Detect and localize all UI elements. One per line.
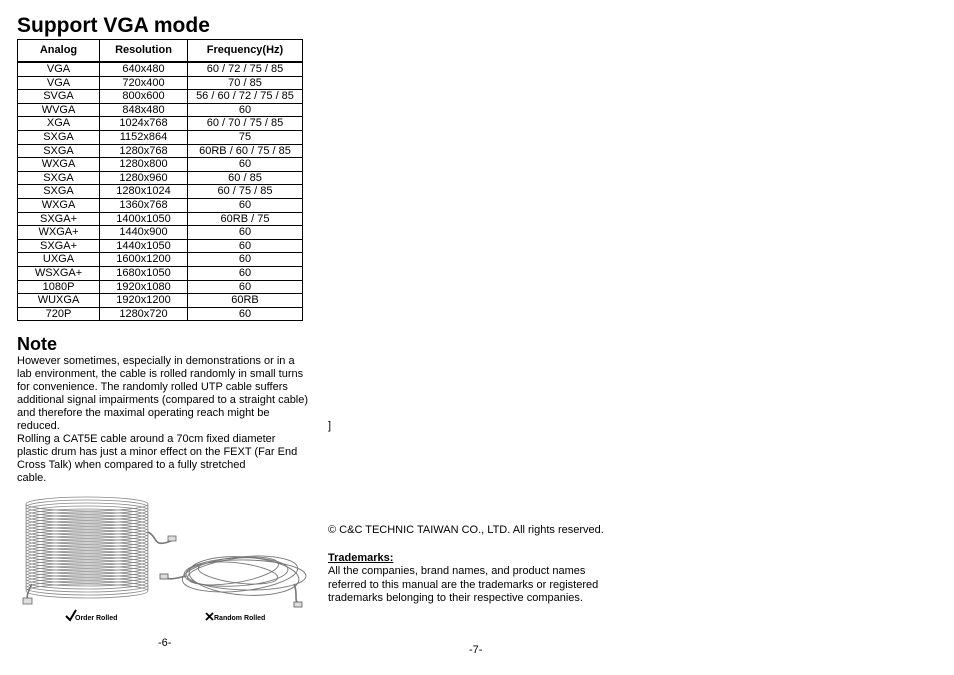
cell-frequency: 60RB — [188, 294, 303, 308]
table-header-row — [18, 40, 303, 63]
table-row — [18, 198, 303, 212]
cell-frequency: 60 / 75 / 85 — [188, 185, 303, 199]
cell-frequency: 60 — [188, 226, 303, 240]
cell-frequency: 56 / 60 / 72 / 75 / 85 — [188, 90, 303, 104]
cable-rolling-figure — [18, 492, 308, 627]
note-line: However sometimes, especially in demonstrations or in a — [17, 355, 295, 367]
cell-frequency: 60 / 85 — [188, 171, 303, 185]
cell-analog: SXGA — [18, 144, 100, 158]
note-body — [17, 355, 327, 485]
table-row — [18, 90, 303, 104]
cell-analog: UXGA — [18, 253, 100, 267]
stray-bracket: ] — [328, 420, 332, 432]
cell-resolution: 1680x1050 — [100, 266, 188, 280]
cell-analog: WXGA — [18, 158, 100, 172]
page-title: Support VGA mode — [17, 14, 210, 37]
cell-frequency: 60 / 70 / 75 / 85 — [188, 117, 303, 131]
cell-frequency: 60 — [188, 266, 303, 280]
trademarks-line: referred to this manual are the trademarks or registered — [328, 578, 599, 591]
cell-analog: SXGA+ — [18, 212, 100, 226]
cell-resolution: 1360x768 — [100, 198, 188, 212]
cell-frequency: 60 / 72 / 75 / 85 — [188, 62, 303, 76]
cell-resolution: 1024x768 — [100, 117, 188, 131]
cell-resolution: 720x400 — [100, 76, 188, 90]
order-rolled-caption — [66, 610, 117, 622]
cell-frequency: 60RB / 60 / 75 / 85 — [188, 144, 303, 158]
table-row — [18, 171, 303, 185]
random-rolled-label: Random Rolled — [214, 615, 266, 622]
note-line: additional signal impairments (compared to a straight cable) — [17, 394, 309, 406]
cell-analog: SVGA — [18, 90, 100, 104]
table-row — [18, 130, 303, 144]
cell-resolution: 1920x1080 — [100, 280, 188, 294]
note-line: lab environment, the cable is rolled randomly in small turns — [17, 368, 304, 380]
cell-resolution: 1280x1024 — [100, 185, 188, 199]
table-row — [18, 239, 303, 253]
cell-analog: WXGA+ — [18, 226, 100, 240]
table-row — [18, 117, 303, 131]
table-row — [18, 144, 303, 158]
column-header-resolution: Resolution — [100, 40, 188, 63]
cell-analog: WSXGA+ — [18, 266, 100, 280]
cell-resolution: 1920x1200 — [100, 294, 188, 308]
table-row — [18, 294, 303, 308]
cell-analog: XGA — [18, 117, 100, 131]
table-body — [18, 62, 303, 321]
cell-analog: 720P — [18, 307, 100, 321]
note-line: Cross Talk) when compared to a fully stretched — [17, 459, 246, 471]
trademarks-heading: Trademarks: — [328, 552, 394, 564]
page-number-left: -6- — [158, 637, 172, 649]
note-line: cable. — [17, 472, 47, 484]
cell-resolution: 1280x960 — [100, 171, 188, 185]
cell-analog: WVGA — [18, 103, 100, 117]
table-row — [18, 103, 303, 117]
note-heading: Note — [17, 334, 57, 354]
cell-frequency: 75 — [188, 130, 303, 144]
table-row — [18, 76, 303, 90]
note-line: plastic drum has just a minor effect on the FEXT (Far End — [17, 446, 298, 458]
cell-resolution: 1280x800 — [100, 158, 188, 172]
trademarks-line: All the companies, brand names, and product names — [328, 565, 586, 577]
cell-frequency: 60 — [188, 307, 303, 321]
cell-frequency: 70 / 85 — [188, 76, 303, 90]
table-row — [18, 158, 303, 172]
trademarks-line: trademarks belonging to their respective companies. — [328, 592, 583, 604]
vga-mode-table — [17, 39, 303, 321]
cell-frequency: 60 — [188, 103, 303, 117]
cell-resolution: 1280x720 — [100, 307, 188, 321]
table-row — [18, 307, 303, 321]
cell-resolution: 1280x768 — [100, 144, 188, 158]
cell-frequency: 60 — [188, 253, 303, 267]
cell-frequency: 60 — [188, 158, 303, 172]
note-line: and therefore the maximal operating reach might be — [17, 407, 270, 419]
cell-resolution: 800x600 — [100, 90, 188, 104]
cell-frequency: 60 — [188, 198, 303, 212]
note-paragraph-2 — [17, 433, 327, 485]
cell-analog: SXGA — [18, 130, 100, 144]
cell-resolution: 1440x1050 — [100, 239, 188, 253]
note-line: reduced. — [17, 420, 60, 432]
cell-resolution: 848x480 — [100, 103, 188, 117]
cell-frequency: 60 — [188, 280, 303, 294]
cell-resolution: 1600x1200 — [100, 253, 188, 267]
cell-analog: 1080P — [18, 280, 100, 294]
cell-analog: WXGA — [18, 198, 100, 212]
note-paragraph-1 — [17, 355, 327, 433]
random-rolled-caption — [206, 613, 265, 622]
column-header-frequency: Frequency(Hz) — [188, 40, 303, 63]
cell-frequency: 60 — [188, 239, 303, 253]
table-row — [18, 253, 303, 267]
table-row — [18, 266, 303, 280]
order-rolled-label: Order Rolled — [75, 615, 118, 622]
cell-resolution: 1440x900 — [100, 226, 188, 240]
cell-analog: SXGA — [18, 171, 100, 185]
cable-illustration — [18, 492, 308, 627]
table-row — [18, 212, 303, 226]
table-row — [18, 226, 303, 240]
column-header-analog: Analog — [18, 40, 100, 63]
cell-analog: SXGA — [18, 185, 100, 199]
cell-analog: SXGA+ — [18, 239, 100, 253]
cell-resolution: 1152x864 — [100, 130, 188, 144]
trademarks-body — [328, 565, 628, 606]
cell-resolution: 1400x1050 — [100, 212, 188, 226]
page-number-right: -7- — [469, 644, 483, 656]
copyright-text: © C&C TECHNIC TAIWAN CO., LTD. All rights reserved. — [328, 524, 604, 536]
cell-analog: VGA — [18, 76, 100, 90]
table-row — [18, 280, 303, 294]
table-row — [18, 185, 303, 199]
cell-analog: VGA — [18, 62, 100, 76]
cross-icon — [206, 613, 213, 620]
random-rolled-tangle — [160, 551, 306, 607]
note-line: Rolling a CAT5E cable around a 70cm fixed diameter — [17, 433, 276, 445]
cell-analog: WUXGA — [18, 294, 100, 308]
order-rolled-drum — [23, 497, 176, 604]
table-row — [18, 62, 303, 76]
note-line: for convenience. The randomly rolled UTP cable suffers — [17, 381, 288, 393]
cell-resolution: 640x480 — [100, 62, 188, 76]
cell-frequency: 60RB / 75 — [188, 212, 303, 226]
